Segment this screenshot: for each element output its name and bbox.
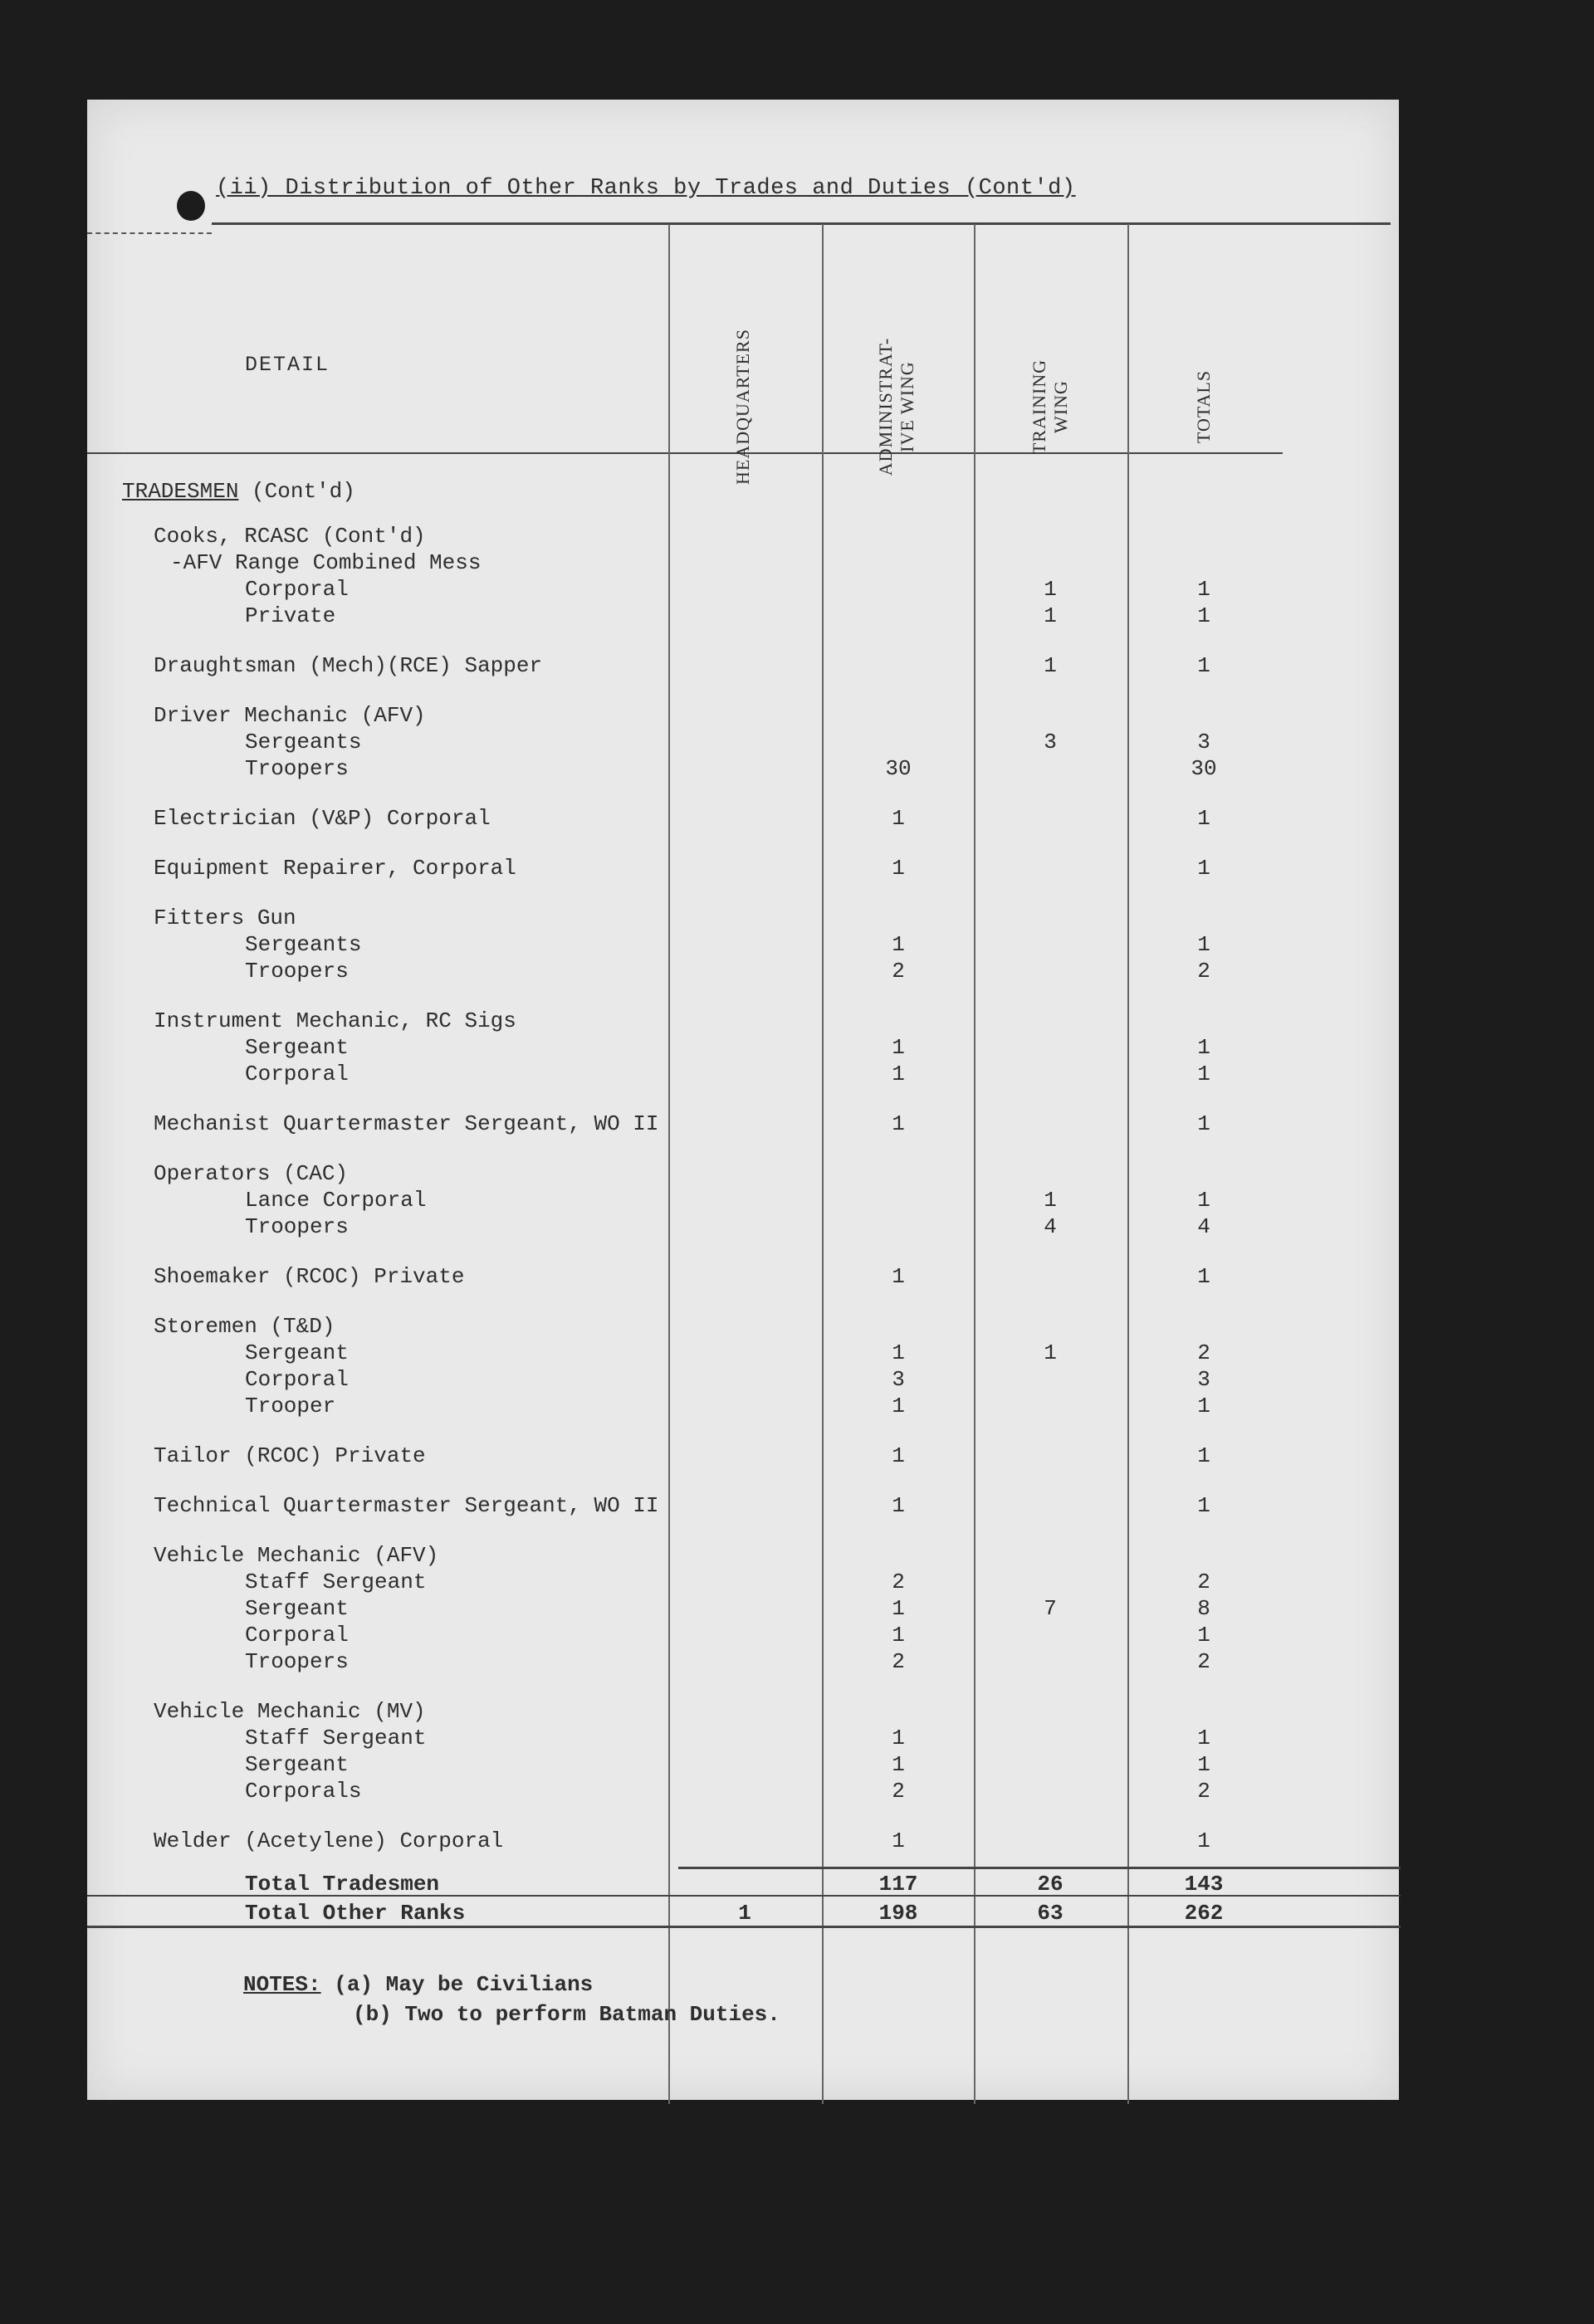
cell-tot: 1	[1197, 1493, 1210, 1518]
row-label: Staff Sergeant	[245, 1570, 427, 1594]
cell-trg: 1	[1044, 603, 1057, 628]
row-label: Corporal	[245, 577, 349, 602]
row-label: Vehicle Mechanic (MV)	[154, 1699, 426, 1724]
table-row	[87, 1160, 1399, 1187]
cell-adm: 1	[892, 856, 905, 881]
section-heading	[87, 478, 1399, 505]
row-label: Corporals	[245, 1779, 362, 1804]
cell-adm: 1	[892, 1493, 905, 1518]
cell-tot: 1	[1197, 1726, 1210, 1750]
table-row	[87, 905, 1399, 931]
table-row	[87, 1725, 1399, 1751]
cell-adm: 1	[892, 1111, 905, 1136]
total-row	[87, 1871, 1399, 1897]
cell-tot: 1	[1197, 1394, 1210, 1418]
cell-adm: 3	[892, 1367, 905, 1392]
row-label: Fitters Gun	[154, 906, 296, 930]
cell-tot: 1	[1197, 577, 1210, 602]
table-row	[87, 1648, 1399, 1675]
title-dash	[87, 232, 212, 234]
cell-adm: 1	[892, 932, 905, 957]
cell-trg: 7	[1044, 1596, 1057, 1621]
cell-adm: 30	[885, 756, 912, 781]
row-label: Corporal	[245, 1062, 349, 1086]
row-label: Sergeant	[245, 1340, 349, 1365]
table-row	[87, 729, 1399, 755]
table-row	[87, 1443, 1399, 1469]
table-row	[87, 958, 1399, 984]
header-totals: TOTALS	[1192, 369, 1214, 444]
header-training-wing: TRAINING WING	[1029, 359, 1072, 455]
row-label: Vehicle Mechanic (AFV)	[154, 1543, 439, 1568]
note-a: (a) May be Civilians	[334, 1972, 594, 1997]
total-label: Total Other Ranks	[245, 1901, 466, 1926]
cell-tot: 1	[1197, 1188, 1210, 1213]
row-label: Mechanist Quartermaster Sergeant, WO II	[154, 1111, 659, 1136]
table-row	[87, 1263, 1399, 1290]
table-row	[87, 1698, 1399, 1725]
row-label: Troopers	[245, 1649, 349, 1674]
table-row	[87, 1111, 1399, 1137]
row-label: Storemen (T&D)	[154, 1314, 335, 1339]
row-label: Lance Corporal	[245, 1188, 427, 1213]
document-page	[87, 100, 1399, 2100]
row-label: Welder (Acetylene) Corporal	[154, 1828, 504, 1853]
cell-tot: 1	[1197, 806, 1210, 831]
row-label: Cooks, RCASC (Cont'd)	[154, 524, 426, 549]
cell-adm: 1	[892, 1035, 905, 1060]
cell-tot: 1	[1197, 1035, 1210, 1060]
row-label: Draughtsman (Mech)(RCE) Sapper	[154, 653, 543, 678]
table-row	[87, 702, 1399, 729]
total-row	[87, 1900, 1399, 1926]
table-row	[87, 1340, 1399, 1366]
row-label: Driver Mechanic (AFV)	[154, 703, 426, 728]
ink-blot	[177, 191, 205, 221]
cell-trg: 1	[1044, 1340, 1057, 1365]
header-admin-wing: ADMINISTRAT- IVE WING	[875, 337, 918, 476]
cell-tot: 3	[1197, 730, 1210, 754]
cell-adm: 2	[892, 959, 905, 984]
cell-adm: 1	[892, 1264, 905, 1289]
table-row	[87, 755, 1399, 782]
cell-tot: 1	[1197, 1264, 1210, 1289]
row-label: Sergeants	[245, 932, 362, 957]
table-row	[87, 1034, 1399, 1061]
cell-tot: 1	[1197, 1111, 1210, 1136]
cell-adm: 1	[892, 1752, 905, 1777]
cell-tot: 1	[1197, 1062, 1210, 1086]
cell-tot: 1	[1197, 932, 1210, 957]
table-row	[87, 1751, 1399, 1778]
notes-heading: NOTES:	[243, 1972, 321, 1997]
cell-tot: 1	[1197, 1752, 1210, 1777]
row-label: Sergeant	[245, 1752, 349, 1777]
row-label: Troopers	[245, 1214, 349, 1239]
table-row	[87, 1828, 1399, 1854]
row-label: Troopers	[245, 959, 349, 984]
row-label: Corporal	[245, 1367, 349, 1392]
total-cell-trg: 63	[1037, 1901, 1063, 1926]
table-row	[87, 1187, 1399, 1213]
cell-tot: 1	[1197, 1443, 1210, 1468]
row-label: Trooper	[245, 1394, 336, 1418]
row-label: Technical Quartermaster Sergeant, WO II	[154, 1493, 659, 1518]
table-row	[87, 523, 1399, 549]
cell-adm: 1	[892, 1828, 905, 1853]
total-cell-hq: 1	[738, 1901, 751, 1926]
table-row	[87, 1595, 1399, 1622]
cell-tot: 1	[1197, 653, 1210, 678]
table-row	[87, 1008, 1399, 1034]
cell-tot: 1	[1197, 1623, 1210, 1648]
total-cell-adm: 117	[878, 1872, 918, 1897]
cell-adm: 1	[892, 1596, 905, 1621]
table-row	[87, 652, 1399, 679]
total-cell-adm: 198	[878, 1901, 918, 1926]
table-row	[87, 1542, 1399, 1569]
row-label: Instrument Mechanic, RC Sigs	[154, 1008, 516, 1033]
row-label: -AFV Range Combined Mess	[170, 550, 482, 575]
total-cell-tot: 262	[1184, 1901, 1224, 1926]
cell-tot: 2	[1197, 1779, 1210, 1804]
notes-block	[243, 1972, 593, 1997]
cell-trg: 4	[1044, 1214, 1057, 1239]
table-row	[87, 1366, 1399, 1393]
cell-tot: 1	[1197, 1828, 1210, 1853]
row-label: Sergeant	[245, 1596, 349, 1621]
header-bottom-rule	[87, 452, 1283, 454]
cell-adm: 1	[892, 1726, 905, 1750]
table-row	[87, 1213, 1399, 1240]
table-row	[87, 603, 1399, 629]
cell-tot: 30	[1191, 756, 1217, 781]
cell-adm: 2	[892, 1570, 905, 1594]
cell-tot: 1	[1197, 603, 1210, 628]
row-label: Staff Sergeant	[245, 1726, 427, 1750]
table-row	[87, 576, 1399, 603]
cell-tot: 2	[1197, 1570, 1210, 1594]
table-row	[87, 1061, 1399, 1087]
cell-tot: 4	[1197, 1214, 1210, 1239]
row-label: Electrician (V&P) Corporal	[154, 806, 491, 831]
table-row	[87, 931, 1399, 958]
total-cell-trg: 26	[1037, 1872, 1063, 1897]
cell-trg: 1	[1044, 653, 1057, 678]
row-label: Troopers	[245, 756, 349, 781]
cell-adm: 1	[892, 1340, 905, 1365]
row-label: Sergeant	[245, 1035, 349, 1060]
page-title: (ii) Distribution of Other Ranks by Trades and Duties (Cont'd)	[216, 176, 1076, 201]
table-row	[87, 1778, 1399, 1804]
row-label: Shoemaker (RCOC) Private	[154, 1264, 465, 1289]
cell-adm: 1	[892, 1062, 905, 1086]
row-label: Operators (CAC)	[154, 1161, 349, 1186]
table-row	[87, 1393, 1399, 1419]
total-label: Total Tradesmen	[245, 1872, 440, 1897]
table-row	[87, 855, 1399, 881]
row-label: Private	[245, 603, 336, 628]
table-row	[87, 1313, 1399, 1340]
table-row	[87, 1569, 1399, 1595]
row-label: Corporal	[245, 1623, 349, 1648]
table-row	[87, 1492, 1399, 1519]
cell-tot: 1	[1197, 856, 1210, 881]
header-detail: DETAIL	[245, 353, 330, 377]
cell-adm: 1	[892, 1443, 905, 1468]
row-label: Sergeants	[245, 730, 362, 754]
total-top-rule	[678, 1867, 1401, 1869]
cell-adm: 1	[892, 1394, 905, 1418]
header-headquarters: HEADQUARTERS	[732, 329, 753, 485]
cell-trg: 3	[1044, 730, 1057, 754]
table-row	[87, 549, 1399, 576]
cell-trg: 1	[1044, 577, 1057, 602]
table-row	[87, 805, 1399, 832]
note-b: (b) Two to perform Batman Duties.	[353, 2002, 780, 2027]
cell-tot: 8	[1197, 1596, 1210, 1621]
cell-adm: 1	[892, 1623, 905, 1648]
cell-trg: 1	[1044, 1188, 1057, 1213]
cell-tot: 2	[1197, 959, 1210, 984]
cell-adm: 1	[892, 806, 905, 831]
cell-adm: 2	[892, 1779, 905, 1804]
header-top-rule	[212, 222, 1391, 225]
cell-tot: 2	[1197, 1340, 1210, 1365]
total-cell-tot: 143	[1184, 1872, 1224, 1897]
cell-adm: 2	[892, 1649, 905, 1674]
cell-tot: 2	[1197, 1649, 1210, 1674]
cell-tot: 3	[1197, 1367, 1210, 1392]
table-row	[87, 1622, 1399, 1648]
section-suffix: (Cont'd)	[238, 479, 355, 504]
section-title: TRADESMEN	[122, 479, 239, 504]
row-label: Tailor (RCOC) Private	[154, 1443, 426, 1468]
row-label: Equipment Repairer, Corporal	[154, 856, 516, 881]
